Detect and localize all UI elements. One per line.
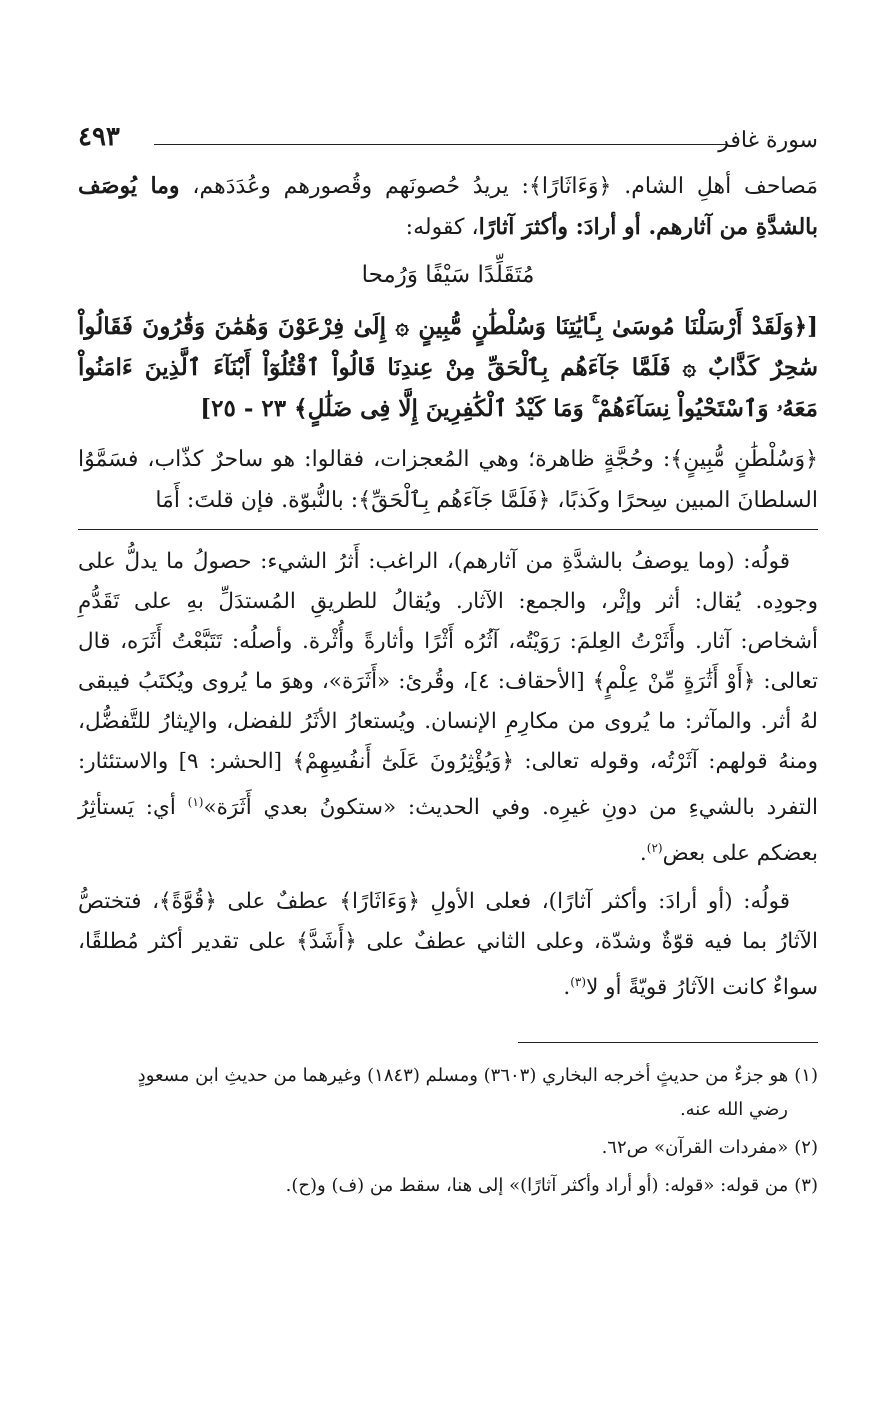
page-header [78,118,818,166]
poem-line: مُتَقَلِّدًا سَيْفًا وَرُمحا [361,262,535,288]
footnote-number: (٣) [794,1175,818,1197]
commentary-1-end: أي: يَستأثِرُ بعضكم على بعض [78,795,818,867]
quran-verses: [﴿وَلَقَدْ أَرْسَلْنَا مُوسَىٰ بِـَٔايَٰتِنَا وَسُلْطَٰنٍ مُّبِينٍ ۞ إِلَىٰ فِرْعَوْنَ وَهَٰمَٰنَ وَقَٰرُونَ فَقَالُواْ سَٰحِرٌ كَذَّابٌ ۞ فَلَمَّا جَآءَهُم بِٱلْحَقِّ مِنْ عِندِنَا قَالُواْ ٱقْتُلُوٓاْ أَبْنَآءَ ٱلَّذِينَ ءَامَنُواْ مَعَهُۥ وَٱسْتَحْيُواْ نِسَآءَهُمْ ۚ وَمَا كَيْدُ ٱلْكَٰفِرِينَ إِلَّا فِى ضَلَٰلٍ﴾ ٢٣ - ٢٥] [78,313,818,422]
main-paragraph-1 [78,166,818,248]
footnote-ref-3[interactable]: (٣) [570,975,587,990]
footnote-ref-2[interactable]: (٢) [646,841,663,856]
footnotes [78,1059,818,1203]
footnote-divider [518,1042,818,1043]
footnote-text: «مفردات القرآن» ص٦٢. [601,1137,789,1159]
para2-text-a: : وحُجَّةٍ ظاهرة؛ وهي المُعجزات، فقالوا: هو ساحرٌ كذّاب، فسَمَّوُا السلطانَ المبين سِحرًا وكَذبًا، [78,447,818,513]
para2-verse-1: ﴿وَسُلْطَٰنٍ مُّبِينٍ﴾ [670,447,819,472]
para1-text-b: : يريدُ حُصونَهم وقُصورهم وعُدَدَهم، [179,174,529,199]
header-rule [154,144,726,145]
commentary-2-text: قولُه: (أو أرادَ: وأكثر آثارًا)، فعلى الأولِ ﴿وَءَاثَارًا﴾ عطفٌ على ﴿قُوَّةً﴾، فتختصُّ الآثارُ بما فيه قوّةٌ وشدّة، وعلى الثاني عطفٌ على ﴿أَشَدَّ﴾ على تقدير أكثر مُطلقًا، سواءٌ كانت الآثارُ قويّةً أو لا [78,889,818,1001]
footnote-1 [78,1059,818,1127]
footnote-3 [78,1169,818,1203]
para2-verse-2: ﴿فَلَمَّا جَآءَهُم بِٱلْحَقِّ﴾ [358,488,551,513]
page-number: ٤٩٣ [78,122,120,152]
footnote-number: (١) [794,1065,818,1087]
footnote-2 [78,1131,818,1165]
commentary-1-tail: . [639,841,647,867]
footnote-ref-1[interactable]: (١) [187,795,204,809]
commentary-section [78,542,818,1008]
book-page [78,118,818,1207]
main-divider [78,529,818,530]
commentary-paragraph-1 [78,542,818,874]
commentary-2-tail: . [563,975,571,1001]
commentary-paragraph-2 [78,882,818,1008]
main-paragraph-2 [78,439,818,521]
para1-text-c: ، كقوله: [405,215,479,240]
footnote-continuation: رضي الله عنه. [679,1099,788,1121]
footnote-text: هو جزءٌ من حديثٍ أخرجه البخاري (٣٦٠٣) ومسلم (١٨٤٣) وغيرهما من حديثِ ابن مسعودٍ [137,1065,789,1087]
surah-title: سورة غافر [718,128,818,153]
commentary-1-text: قولُه: (وما يوصفُ بالشدَّةِ من آثارهم)، الراغب: أَثرُ الشيء: حصولُ ما يدلُّ على وجودِه. يُقال: أثر وإثْر، والجمع: الآثار. ويُقالُ للطريقِ المُستدَلِّ بهِ على تَقَدُّمِ أشخاص: آثار. وأَثَرْتُ العِلمَ: رَوَيْتُه، آثُرُه أَثْرًا وأثارةً وأُثْرة. وأصلُه: تَتَبَّعْتُ أَثَرَه، قال تعالى: ﴿أَوْ أَثَٰرَةٍ مِّنْ عِلْمٍ﴾ [الأحقاف: ٤]، وقُرئ: «أَثَرَة»، وهوَ ما يُروى ويُكتَبُ فيبقى لهُ أثر. والمآثر: ما يُروى من مكارِمِ الإنسان. ويُستعارُ الأثَرُ للفضل، والإيثارُ للتَّفضُّل، ومنهُ قولهم: آثَرْتُه، وقوله تعالى: ﴿وَيُؤْثِرُونَ عَلَىٰٓ أَنفُسِهِمْ﴾ [الحشر: ٩] والاستئثار: التفرد بالشيءِ من دونِ غيرِه. وفي الحديث: «ستكونُ بعدي أَثَرَة» [78,549,818,821]
footnote-number: (٢) [794,1137,818,1159]
para1-verse: ﴿وَءَاثَارًا﴾ [528,174,612,199]
para2-text-b: : بالنُّبوّة. فإن قلتَ: أَمَا [155,488,359,513]
para1-bold: وما يُوصَف بالشدَّةِ من آثارهم. أو أرادَ: وأكثرَ آثارًا [78,173,818,240]
footnote-text: من قوله: «قوله: (أو أراد وأكثر آثارًا)» إلى هنا، سقط من (ف) و(ح). [285,1175,789,1197]
para1-text-a: مَصاحف أهلِ الشام. [611,174,818,199]
